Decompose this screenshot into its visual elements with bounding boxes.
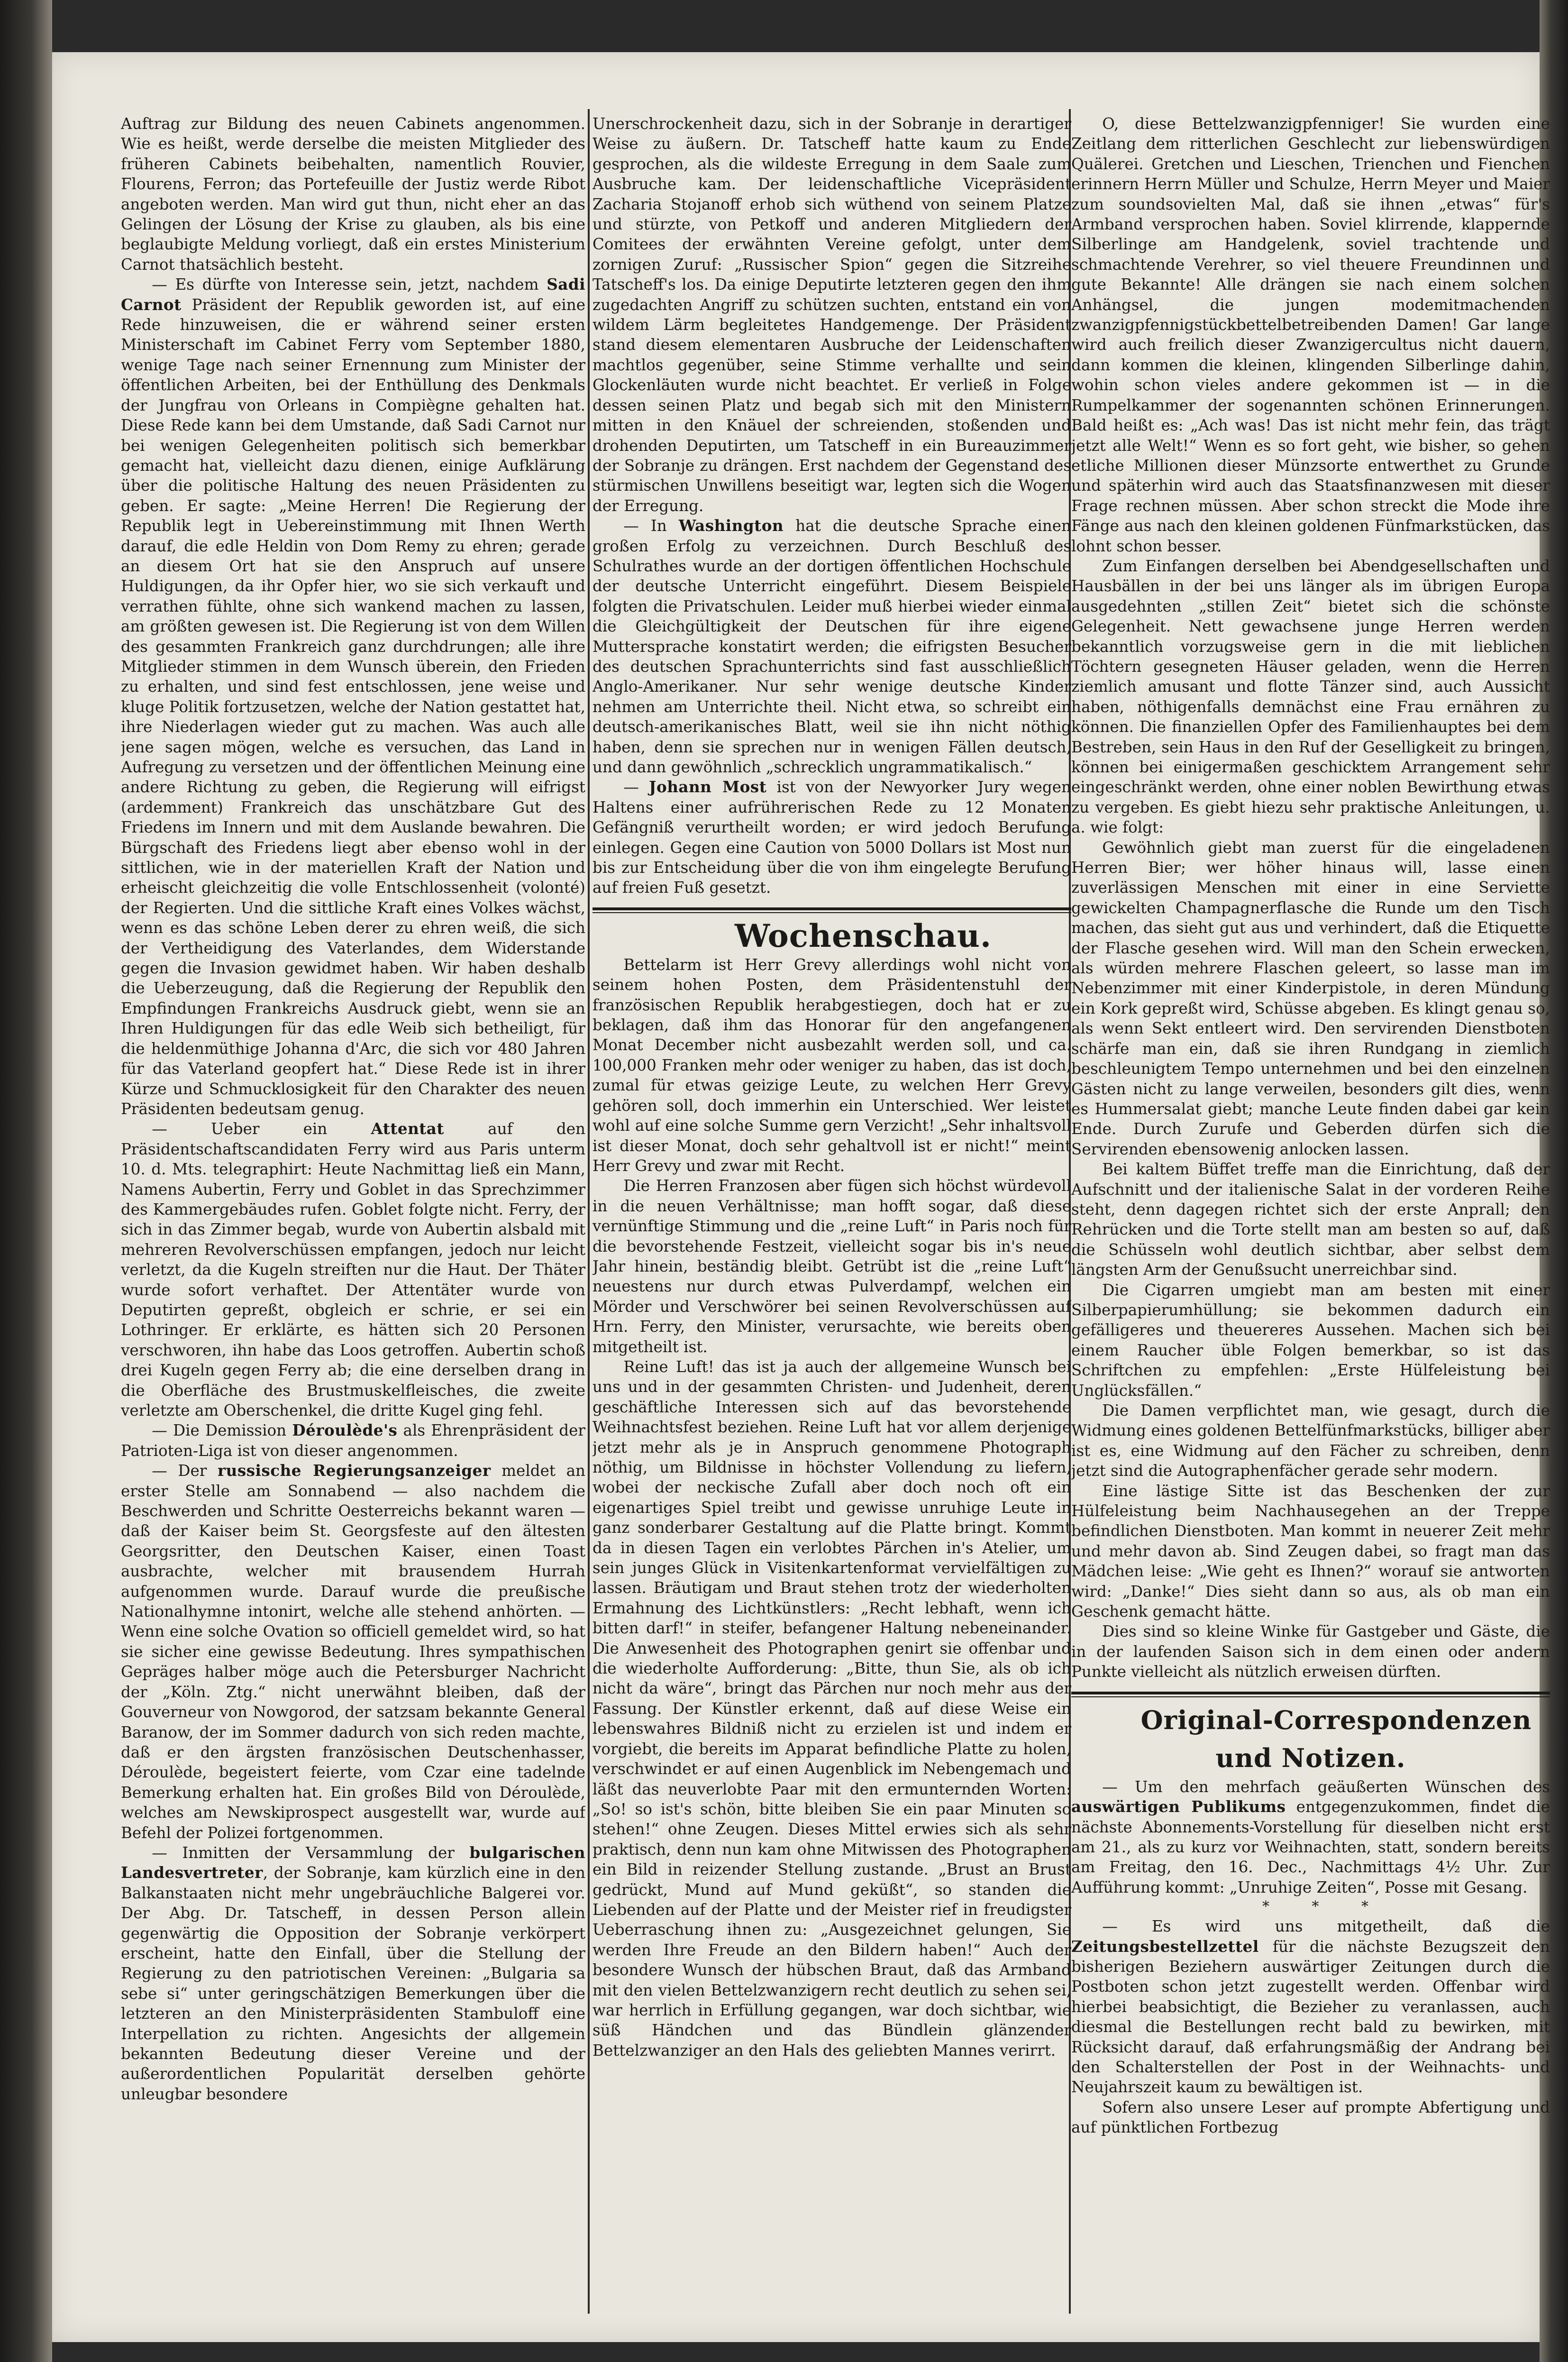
article-paragraph: Dies sind so kleine Winke für Gastgeber und Gäste, die in der laufenden Saison sich in dem einen oder andern Punkte vielleicht als nützlich erweisen dürften.	[1071, 1622, 1550, 1681]
section-divider	[1071, 1692, 1550, 1694]
section-divider-thin	[1071, 1696, 1550, 1697]
keyword: Attentat	[371, 1119, 444, 1138]
article-paragraph: — Ueber ein Attentat auf den Präsidentschaftscandidaten Ferry wird aus Paris unterm 10. d. Mts. telegraphirt: Heute Nachmittag ließ ein Mann, Namens Aubertin, Ferry und Goblet in das Sprechzimmer des Kammergebäudes rufen. Goblet folgte nicht. Ferry, der sich in das Zimmer begab, wurde von Aubertin alsbald mit mehreren Revolverschüssen empfangen, jedoch nur leicht verletzt, da die Kugeln streiften nur die Haut. Der Thäter wurde sofort verhaftet. Der Attentäter wurde von Deputirten gepreßt, obgleich er schrie, er sei ein Lothringer. Er erklärte, es hätten sich 20 Personen verschworen, ihn habe das Loos getroffen. Aubertin schoß drei Kugeln gegen Ferry ab; die eine derselben drang in die Oberfläche des Brustmuskelfleisches, die zweite verletzte am Oberschenkel, die dritte Kugel ging fehl.	[121, 1119, 585, 1419]
section-heading: Wochenschau.	[735, 917, 992, 954]
article-paragraph: Eine lästige Sitte ist das Beschenken der zur Hülfeleistung beim Nachhausegehen an der Treppe befindlichen Dienstboten. Man kommt in neuerer Zeit mehr und mehr davon ab. Sind Zeugen dabei, so fragt man das Mädchen leise: „Wie geht es Ihnen?“ worauf sie antworten wird: „Danke!“ Dies sieht dann so aus, als ob man ein Geschenk gemacht hätte.	[1071, 1482, 1550, 1621]
article-paragraph: — Die Demission Déroulède's als Ehrenpräsident der Patrioten-Liga ist von dieser angenommen.	[121, 1421, 585, 1460]
article-paragraph: — Es wird uns mitgetheilt, daß die Zeitungsbestellzettel für die nächste Bezugszeit den bisherigen Beziehern auswärtiger Zeitungen durch die Postboten schon jetzt zugestellt werden. Offenbar wird hierbei beabsichtigt, die Bezieher zu veranlassen, auch diesmal die Bestellungen recht bald zu bewirken, mit Rücksicht darauf, daß erfahrungsmäßig der Andrang bei den Schalterstellen der Post in der Weihnachts- und Neujahrszeit kaum zu bewältigen ist.	[1071, 1917, 1550, 2097]
keyword: Sadi Carnot	[121, 275, 585, 314]
article-paragraph: Die Damen verpflichtet man, wie gesagt, durch die Widmung eines goldenen Bettelfünfmarkstücks, billiger aber ist es, eine Widmung auf den Fächer zu schreiben, denn jetzt sind die Autographenfächer gerade sehr modern.	[1071, 1401, 1550, 1480]
section-heading: Original-Correspondenzen und Notizen.	[1140, 1704, 1532, 1773]
article-paragraph: Die Cigarren umgiebt man am besten mit einer Silberpapierumhüllung; sie bekommen dadurch ein gefälligeres und theuereres Aussehen. Machen sich bei einem Raucher üble Folgen bemerkbar, so ist das Schriftchen zu empfehlen: „Erste Hülfeleistung bei Unglücksfällen.“	[1071, 1281, 1550, 1400]
article-paragraph: Reine Luft! das ist ja auch der allgemeine Wunsch bei uns und in der gesammten Christen- und Judenheit, deren geschäftliche Interessen sich auf das bevorstehende Weihnachtsfest beziehen. Reine Luft hat vor allem derjenige jetzt mehr als je in Anspruch genommene Photograph nöthig, um Bildnisse in höchster Vollendung zu liefern, wobei der neckische Zufall aber doch noch oft ein eigenartiges Spiel treibt und gewisse unruhige Leute in ganz sonderbarer Gestaltung auf die Platte bringt. Kommt da in diesen Tagen ein verlobtes Pärchen in's Atelier, um sein junges Glück in Visitenkartenformat vervielfältigen zu lassen. Bräutigam und Braut stehen trotz der wiederholten Ermahnung des Lichtkünstlers: „Recht lebhaft, wenn ich bitten darf!“ in steifer, befangener Haltung nebeneinander. Die Anwesenheit des Photographen genirt sie offenbar und die wiederholte Aufforderung: „Bitte, thun Sie, als ob ich nicht da wäre“, bringt das Pärchen nur noch mehr aus der Fassung. Der Künstler erkennt, daß auf diese Weise ein lebenswahres Bildniß nicht zu erzielen ist und indem er vorgiebt, die bereits im Apparat befindliche Platte zu holen, verschwindet er auf einen Augenblick im Nebengemach und läßt das neuverlobte Paar mit den ermunternden Worten: „So! so ist's schön, bitte bleiben Sie ein paar Minuten so stehen!“ ohne Zeugen. Dieses Mittel erwies sich als sehr praktisch, denn nun kam ohne Mitwissen des Photographen ein Bild in reizender Stellung zustande. „Brust an Brust gedrückt, Mund auf Mund geküßt“, so standen die Liebenden auf der Platte und der Meister rief in freudigster Ueberraschung ihnen zu: „Ausgezeichnet gelungen, Sie werden Ihre Freude an den Bildern haben!“ Auch der besondere Wunsch der hübschen Braut, daß das Armband mit den vielen Bettelzwanzigern recht deutlich zu sehen sei, war herrlich in Erfüllung gegangen, war doch sichtbar, wie süß Händchen und das Bündlein glänzender Bettelzwanziger an den Hals des geliebten Mannes verirrt.	[593, 1357, 1071, 2060]
newspaper-page	[52, 52, 1550, 2342]
article-paragraph: Zum Einfangen derselben bei Abendgesellschaften und Hausbällen in der bei uns länger als im übrigen Europa ausgedehnten „stillen Zeit“ bietet sich die schönste Gelegenheit. Nett gewachsene junge Herren werden bekanntlich vorzugsweise gern in die mit lieblichen Töchtern gesegneten Häuser geladen, wenn die Herren ziemlich amusant und flotte Tänzer sind, auch Aussicht haben, nöthigenfalls demnächst eine Frau ernähren zu können. Die finanziellen Opfer des Familienhauptes bei dem Bestreben, sein Haus in den Ruf der Geselligkeit zu bringen, können bei einigermaßen geschicktem Arrangement sehr eingeschränkt werden, ohne einer noblen Bewirthung etwas zu vergeben. Es giebt hiezu sehr praktische Anleitungen, u. a. wie folgt:	[1071, 557, 1550, 837]
article-paragraph: — Es dürfte von Interesse sein, jetzt, nachdem Sadi Carnot Präsident der Republik geworden ist, auf eine Rede hinzuweisen, die er während seiner ersten Ministerschaft im Cabinet Ferry vom September 1880, wenige Tage nach seiner Ernennung zum Minister der öffentlichen Arbeiten, bei der Enthüllung des Denkmals der Jungfrau von Orleans in Compiègne gehalten hat. Diese Rede kann bei dem Umstande, daß Sadi Carnot nur bei wenigen Gelegenheiten politisch sich bemerkbar gemacht hat, vielleicht dazu dienen, einige Aufklärung über die politische Haltung des neuen Präsidenten zu geben. Er sagte: „Meine Herren! Die Regierung der Republik legt in Uebereinstimmung mit Ihnen Werth darauf, die edle Heldin von Dom Remy zu ehren; gerade an diesem Ort hat sie den Anspruch auf unsere Huldigungen, da ihr Opfer hier, wo sie sich verkauft und verrathen fühlte, ohne sich wankend machen zu lassen, am größten gewesen ist. Die Regierung ist von dem Willen des gesammten Frankreich ganz durchdrungen; alle ihre Mitglieder stimmen in dem Wunsch überein, den Frieden zu erhalten, und sind fest entschlossen, jene weise und kluge Politik fortzusetzen, welche der Nation gestattet hat, ihre Niederlagen wieder gut zu machen. Was auch alle jene sagen mögen, welche es versuchen, das Land in Aufregung zu versetzen und der öffentlichen Meinung eine andere Richtung zu geben, die Regierung will eifrigst (ardemment) Frankreich das unschätzbare Gut des Friedens im Innern und mit dem Auslande bewahren. Die Bürgschaft des Friedens liegt aber ebenso wohl in der sittlichen, wie in der materiellen Kraft der Nation und erheischt gleichzeitig die volle Entschlossenheit (volonté) der Regierten. Und die sittliche Kraft eines Volkes wächst, wenn es das schöne Leben derer zu ehren weiß, die sich der Vertheidigung des Vaterlandes, dem Widerstande gegen die Invasion gewidmet haben. Wir haben deshalb die Ueberzeugung, daß die Regierung der Republik den Empfindungen Frankreichs Ausdruck giebt, wenn sie an Ihren Huldigungen für das edle Weib sich betheiligt, für die heldenmüthige Johanna d'Arc, die sich vor 480 Jahren für das Vaterland geopfert hat.“ Diese Rede ist in ihrer Kürze und Schmucklosigkeit für den Charakter des neuen Präsidenten bedeutsam genug.	[121, 275, 585, 1118]
keyword: Johann Most	[649, 778, 767, 796]
keyword: russische Regierungsanzeiger	[218, 1461, 491, 1480]
keyword: bulgarischen Landesvertreter	[121, 1843, 585, 1882]
article-paragraph: — Inmitten der Versammlung der bulgarischen Landesvertreter, der Sobranje, kam kürzlich eine in den Balkanstaaten nicht mehr ungebräuchliche Balgerei vor. Der Abg. Dr. Tatscheff, in dessen Person allein gegenwärtig die Opposition der Sobranje verkörpert erscheint, hatte den Einfall, über die Stellung der Regierung zu den patriotischen Vereinen: „Bulgaria sa sebe si“ unter geringschätzigen Bemerkungen über die letzteren an den Ministerpräsidenten Stambuloff eine Interpellation zu richten. Angesichts der allgemein bekannten Bedeutung dieser Vereine und der außerordentlichen Popularität derselben gehörte unleugbar besondere	[121, 1843, 585, 2103]
article-paragraph: Bettelarm ist Herr Grevy allerdings wohl nicht von seinem hohen Posten, dem Präsidentenstuhl der französischen Republik herabgestiegen, doch hat er zu beklagen, daß ihm das Honorar für den angefangenen Monat December nicht ausbezahlt werden soll, und ca. 100,000 Franken mehr oder weniger zu haben, das ist doch, zumal für etwas geizige Leute, zu welchen Herr Grevy gehören soll, doch immerhin ein Unterschied. Wer leistet wohl auf eine solche Summe gern Verzicht! „Sehr inhaltsvoll ist dieser Monat, doch sehr gehaltvoll ist er nicht!“ meint Herr Grevy und zwar mit Recht.	[593, 955, 1071, 1175]
section-divider-thin	[593, 912, 1071, 913]
article-paragraph: O, diese Bettelzwanzigpfenniger! Sie wurden eine Zeitlang dem ritterlichen Geschlecht zur liebenswürdigen Quälerei. Gretchen und Lieschen, Trienchen und Fienchen erinnern Herrn Müller und Schulze, Herrn Meyer und Maier zum soundsovielten Mal, daß sie ihnen „etwas“ für's Armband versprochen haben. Soviel klirrende, klappernde Silberlinge am Handgelenk, soviel trachtende und schmachtende Verehrer, so viel theuere Freundinnen und gute Bekannte! Alle drängen sie nach einem solchen Anhängsel, die jungen modemitmachenden zwanzigpfennigstückbettelbetreibenden Damen! Gar lange wird auch freilich dieser Zwanzigercultus nicht dauern, dann kommen die kleinen, klingenden Silberlinge dahin, wohin schon vieles andere gekommen ist — in die Rumpelkammer der sogenannten schönen Erinnerungen. Bald heißt es: „Ach was! Das ist nicht mehr fein, das trägt jetzt alle Welt!“ Wenn es so fort geht, wie bisher, so gehen etliche Millionen dieser Münzsorte entwerthet zu Grunde und späterhin wird auch das Staatsfinanzwesen mit dieser Frage rechnen müssen. Aber schon streckt die Mode ihre Fänge aus nach den kleinen goldenen Fünfmarkstücken, das lohnt schon besser.	[1071, 115, 1550, 555]
column-2	[593, 114, 1071, 2314]
article-paragraph: — Um den mehrfach geäußerten Wünschen des auswärtigen Publikums entgegenzukommen, findet die nächste Abonnements-Vorstellung für dieselben nicht erst am 21., als zu kurz vor Weihnachten, statt, sondern bereits am Freitag, den 16. Dec., Nachmittags 4½ Uhr. Zur Aufführung kommt: „Unruhige Zeiten“, Posse mit Gesang.	[1071, 1777, 1550, 1896]
article-paragraph: Die Herren Franzosen aber fügen sich höchst würdevoll in die neuen Verhältnisse; man hofft sogar, daß diese vernünftige Stimmung und die „reine Luft“ in Paris noch für die bevorstehende Festzeit, vielleicht sogar bis in's neue Jahr hinein, beständig bleibt. Getrübt ist die „reine Luft“ neuestens nur durch etwas Pulverdampf, welchen ein Mörder und Verschwörer bei seinen Revolverschüssen auf Hrn. Ferry, den Minister, verursachte, wie bereits oben mitgetheilt ist.	[593, 1177, 1071, 1356]
column-1	[121, 114, 585, 2314]
article-paragraph: — In Washington hat die deutsche Sprache einen großen Erfolg zu verzeichnen. Durch Beschluß des Schulrathes wurde an der dortigen öffentlichen Hochschule der deutsche Unterricht eingeführt. Diesem Beispiele folgten die Privatschulen. Leider muß hierbei wieder einmal die Gleichgültigkeit der Deutschen für ihre eigene Muttersprache konstatirt werden; die eifrigsten Besucher des deutschen Sprachunterrichts sind fast ausschließlich Anglo-Amerikaner. Nur sehr wenige deutsche Kinder nehmen am Unterrichte theil. Nicht etwa, so schreibt ein deutsch-amerikanisches Blatt, weil sie ihn nicht nöthig haben, denn sie sprechen nur in wenigen Fällen deutsch, und dann gewöhnlich „schrecklich ungrammatikalisch.“	[593, 516, 1071, 776]
asterism-separator: * * *	[1262, 1898, 1388, 1915]
article-paragraph: Bei kaltem Büffet treffe man die Einrichtung, daß der Aufschnitt und der italienische Salat in der vorderen Reihe steht, denn dagegen richtet sich der erste Anprall; den Rehrücken und die Torte stellt man am besten so auf, daß die Schüsseln wohl deutlich sichtbar, aber selbst dem längsten Arm der Genußsucht unerreichbar sind.	[1071, 1160, 1550, 1279]
keyword: Washington	[678, 516, 784, 535]
article-paragraph: Sofern also unsere Leser auf prompte Abfertigung und auf pünktlichen Fortbezug	[1071, 2098, 1550, 2137]
section-divider	[593, 907, 1071, 910]
article-paragraph: Gewöhnlich giebt man zuerst für die eingeladenen Herren Bier; wer höher hinaus will, lasse einen zuverlässigen Menschen mit einer in eine Serviette gewickelten Champagnerflasche die Runde um den Tisch machen, das sieht gut aus und verhindert, daß die Etiquette der Flasche gesehen wird. Will man den Schein erwecken, als würden mehrere Flaschen geleert, so lasse man im Nebenzimmer mit einer Kinderpistole, in deren Mündung ein Kork gepreßt wird, Schüsse abgeben. Es klingt genau so, als wenn Sekt entleert wird. Den servirenden Dienstboten schärfe man ein, daß sie ihren Rundgang in ziemlich beschleunigtem Tempo unternehmen und bei den einzelnen Gästen nicht zu lange verweilen, besonders gilt dies, wenn es Hummersalat giebt; manche Leute finden dabei gar kein Ende. Durch Zurufe und Geberden dürfen sich die Servirenden ebensowenig anlocken lassen.	[1071, 838, 1550, 1158]
keyword: Déroulède's	[292, 1421, 398, 1440]
keyword: auswärtigen Publikums	[1071, 1797, 1286, 1816]
article-paragraph: Auftrag zur Bildung des neuen Cabinets angenommen. Wie es heißt, werde derselbe die meisten Mitglieder des früheren Cabinets beibehalten, namentlich Rouvier, Flourens, Ferron; das Portefeuille der Justiz werde Ribot angeboten werden. Man wird gut thun, nicht eher an das Gelingen der Lösung der Krise zu glauben, als bis eine beglaubigte Meldung vorliegt, daß ein erstes Ministerium Carnot thatsächlich besteht.	[121, 115, 585, 274]
article-paragraph: — Johann Most ist von der Newyorker Jury wegen Haltens einer aufrührerischen Rede zu 12 Monaten Gefängniß verurtheilt worden; er wird jedoch Berufung einlegen. Gegen eine Caution von 5000 Dollars ist Most nun bis zur Entscheidung über die von ihm eingelegte Berufung auf freien Fuß gesetzt.	[593, 778, 1071, 897]
article-paragraph: — Der russische Regierungsanzeiger meldet an erster Stelle am Sonnabend — also nachdem die Beschwerden und Schritte Oesterreichs bekannt waren — daß der Kaiser beim St. Georgsfeste auf den ältesten Georgsritter, den Deutschen Kaiser, einen Toast ausbrachte, welcher mit brausendem Hurrah aufgenommen wurde. Darauf wurde die preußische Nationalhymne intonirt, welche alle stehend anhörten. — Wenn eine solche Ovation so officiell gemeldet wird, so hat sie sicher eine gewisse Bedeutung. Ihres sympathischen Gepräges halber möge auch die Petersburger Nachricht der „Köln. Ztg.“ nicht unerwähnt bleiben, daß der Gouverneur von Nowgorod, der satzsam bekannte General Baranow, der im Sommer dadurch von sich reden machte, daß er den ärgsten französischen Deutschenhasser, Déroulède, begeistert feierte, vom Czar eine tadelnde Bemerkung erhalten hat. Ein großes Bild von Déroulède, welches am Newskiprospect ausgestellt war, wurde auf Befehl der Polizei fortgenommen.	[121, 1461, 585, 1842]
column-rule-1	[588, 109, 590, 2314]
scan-edge-left	[0, 0, 52, 2362]
column-3	[1071, 114, 1550, 2314]
keyword: Zeitungsbestellzettel	[1071, 1937, 1259, 1956]
article-paragraph: Unerschrockenheit dazu, sich in der Sobranje in derartiger Weise zu äußern. Dr. Tatscheff hatte kaum zu Ende gesprochen, als die wildeste Erregung in dem Saale zum Ausbruche kam. Der leidenschaftliche Vicepräsident Zacharia Stojanoff erhob sich wüthend von seinem Platze und stürzte, von Petkoff und anderen Mitgliedern der Comitees der erwähnten Vereine gefolgt, unter dem zornigen Zuruf: „Russischer Spion“ gegen die Sitzreihe Tatscheff's los. Da einige Deputirte letzteren gegen den ihm zugedachten Angriff zu schützen suchten, entstand ein von wildem Lärm begleitetes Handgemenge. Der Präsident stand diesem elementaren Ausbruche der Leidenschaften machtlos gegenüber, seine Stimme verhallte und sein Glockenläuten wurde nicht beachtet. Er verließ in Folge dessen seinen Platz und begab sich mit den Ministern mitten in den Knäuel der schreienden, stoßenden und drohenden Deputirten, um Tatscheff in ein Bureauzimmer der Sobranje zu drängen. Erst nachdem der Gegenstand des stürmischen Unwillens beseitigt war, legten sich die Wogen der Erregung.	[593, 115, 1071, 515]
